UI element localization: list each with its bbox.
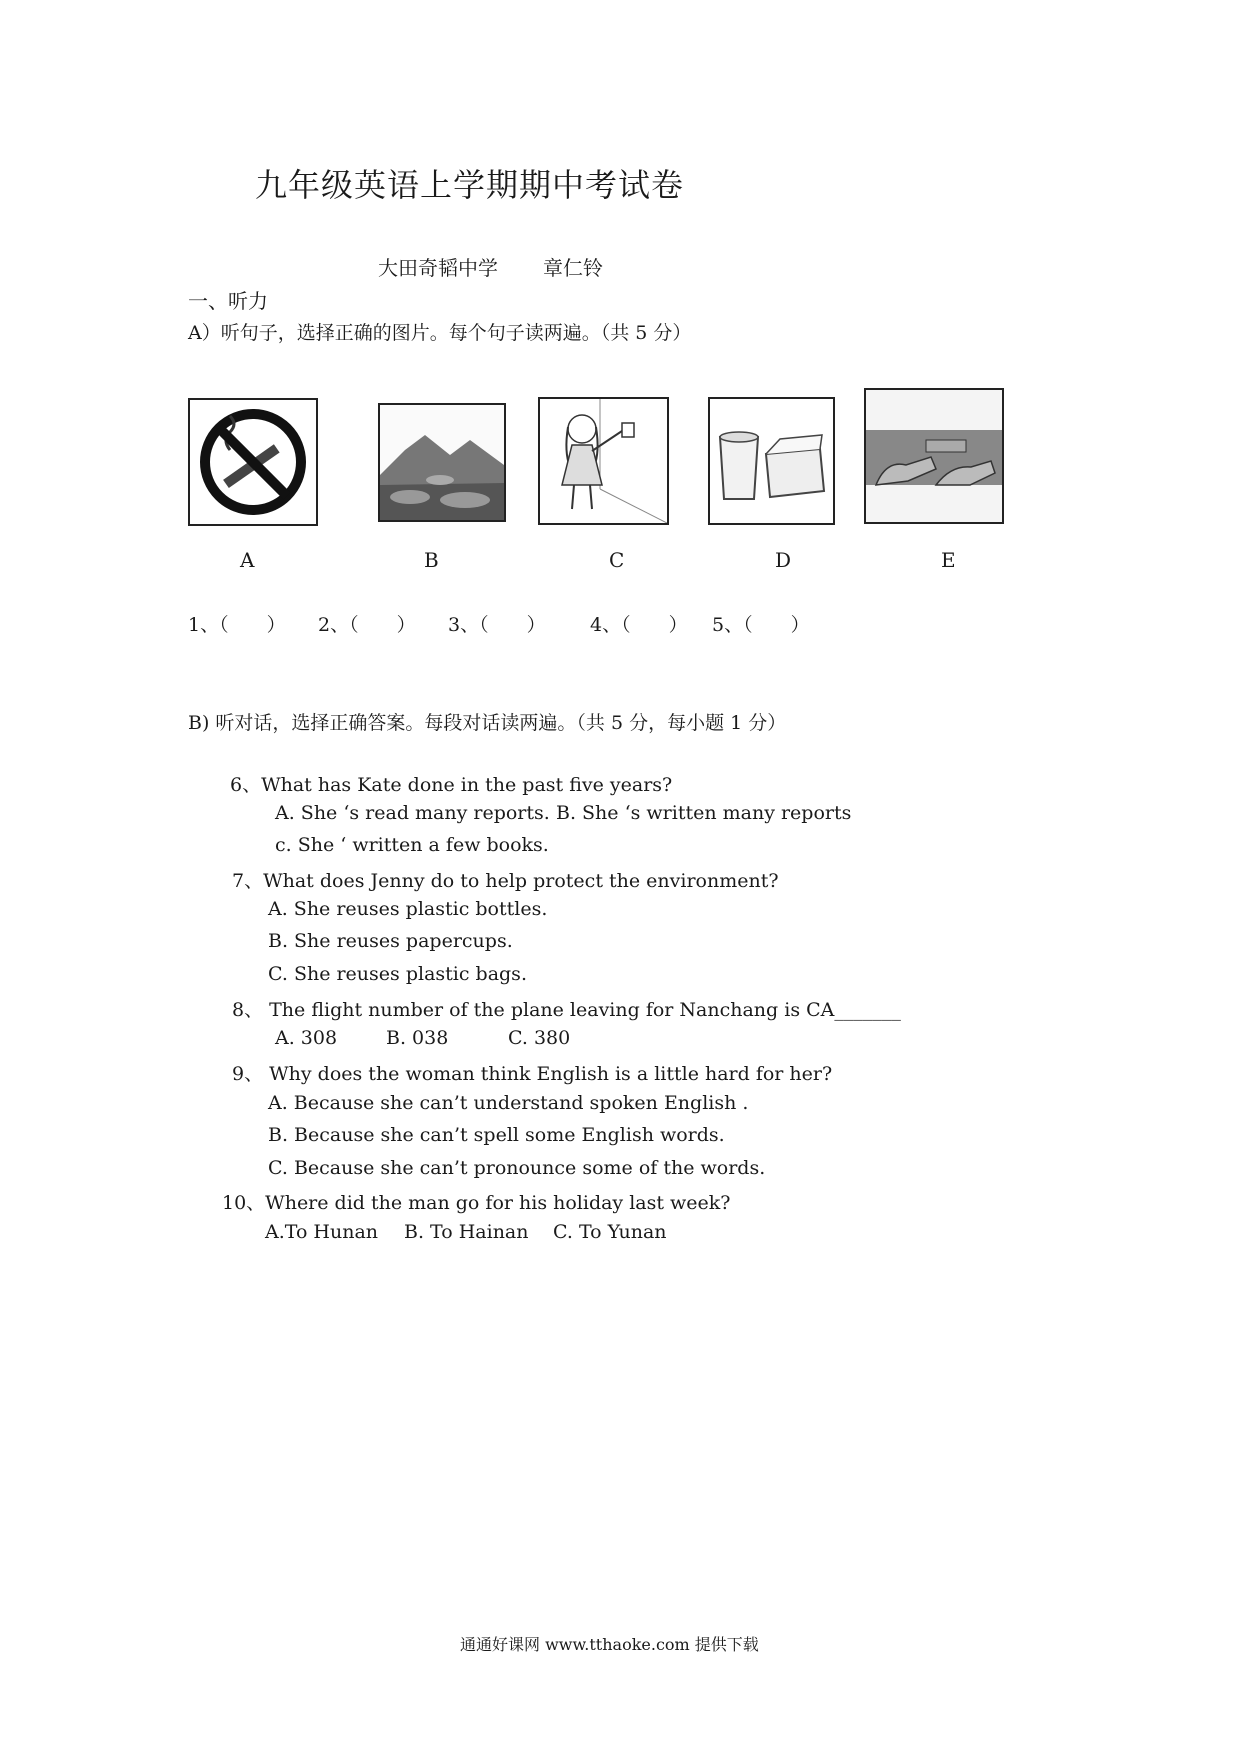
picture-e — [864, 388, 1004, 524]
answer-blank-1[interactable]: 1、（ ） — [188, 614, 286, 636]
option-10c: C. To Yunan — [553, 1221, 667, 1243]
question-8: 8、 The flight number of the plane leaving for Nanchang is CA_______ — [232, 999, 901, 1021]
answer-blank-4[interactable]: 4、（ ） — [590, 614, 688, 636]
section-heading: 一、听力 — [188, 289, 268, 313]
option-6c: c. She ‘ written a few books. — [275, 834, 549, 856]
hands-water-icon — [866, 390, 1002, 522]
picture-c — [538, 397, 669, 525]
no-smoking-icon — [190, 400, 316, 524]
option-7a: A. She reuses plastic bottles. — [268, 898, 548, 920]
option-9a: A. Because she can’t understand spoken English . — [268, 1092, 749, 1114]
option-7c: C. She reuses plastic bags. — [268, 963, 527, 985]
part-b-instruction: B) 听对话，选择正确答案。每段对话读两遍。（共 5 分，每小题 1 分） — [188, 712, 787, 734]
girl-switch-icon — [540, 399, 667, 523]
picture-d — [708, 397, 835, 525]
picture-b — [378, 403, 506, 522]
option-6a: A. She ‘s read many reports. — [275, 802, 550, 824]
option-6b: B. She ‘s written many reports — [556, 802, 852, 824]
question-7: 7、What does Jenny do to help protect the environment? — [232, 870, 779, 892]
page-title: 九年级英语上学期期中考试卷 — [255, 166, 685, 204]
question-6: 6、What has Kate done in the past five years? — [230, 774, 673, 796]
answer-blank-3[interactable]: 3、（ ） — [448, 614, 546, 636]
footer-text: 通通好课网 www.tthaoke.com 提供下载 — [460, 1635, 759, 1654]
option-8b: B. 038 — [386, 1027, 449, 1049]
author-name: 章仁铃 — [543, 256, 603, 280]
question-9: 9、 Why does the woman think English is a little hard for her? — [232, 1063, 833, 1085]
question-10: 10、Where did the man go for his holiday last week? — [222, 1192, 731, 1214]
picture-label-b: B — [424, 548, 439, 572]
school-name: 大田奇韬中学 — [378, 256, 498, 280]
option-10b: B. To Hainan — [404, 1221, 529, 1243]
part-a-instruction: A）听句子，选择正确的图片。每个句子读两遍。（共 5 分） — [188, 322, 692, 344]
mountain-landscape-icon — [380, 405, 504, 520]
answer-blank-2[interactable]: 2、（ ） — [318, 614, 416, 636]
option-7b: B. She reuses papercups. — [268, 930, 513, 952]
picture-a — [188, 398, 318, 526]
option-8a: A. 308 — [275, 1027, 338, 1049]
paper-cup-box-icon — [710, 399, 833, 523]
option-8c: C. 380 — [508, 1027, 571, 1049]
option-9c: C. Because she can’t pronounce some of the words. — [268, 1157, 766, 1179]
picture-label-e: E — [941, 548, 956, 572]
picture-label-d: D — [775, 548, 792, 572]
option-10a: A.To Hunan — [265, 1221, 379, 1243]
picture-label-c: C — [609, 548, 625, 572]
picture-label-a: A — [240, 548, 255, 572]
option-9b: B. Because she can’t spell some English words. — [268, 1124, 725, 1146]
answer-blank-5[interactable]: 5、（ ） — [712, 614, 810, 636]
